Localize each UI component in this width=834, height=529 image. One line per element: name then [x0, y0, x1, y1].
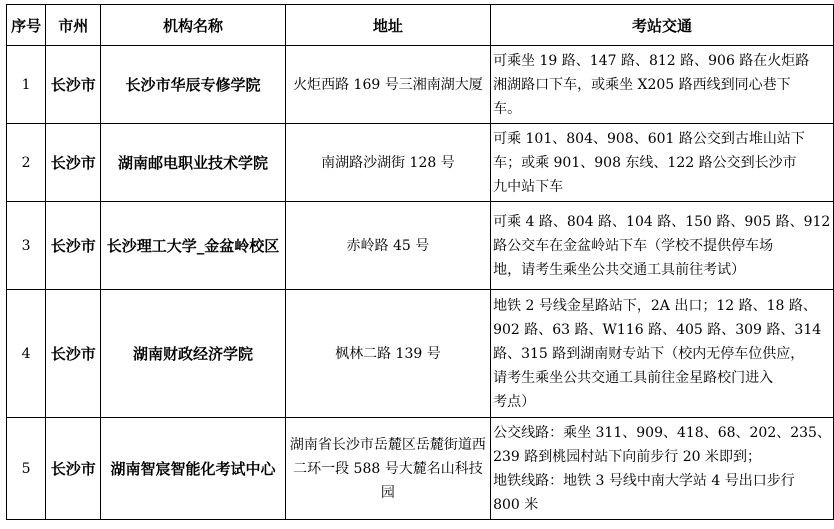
table-row — [7, 124, 834, 202]
transport-line: 地，请考生乘坐公共交通工具前往考试） — [493, 261, 746, 278]
transport-line: 路公交车在金盆岭站下车（学校不提供停车场 — [493, 237, 774, 254]
transport-line: 902 路、63 路、W116 路、405 路、309 路、314 — [493, 321, 822, 338]
transport-line: 800 米 — [493, 496, 539, 513]
city-cell: 长沙市 — [46, 124, 101, 202]
institution-cell: 长沙市华辰专修学院 — [101, 46, 285, 124]
transport-cell — [491, 290, 834, 418]
transport-cell — [491, 124, 834, 202]
seq-cell: 2 — [7, 124, 46, 202]
transport-line: 公交线路：乘坐 311、909、418、68、202、235、 — [493, 424, 831, 441]
transport-line: 九中站下车 — [493, 178, 564, 195]
transport-line: 请考生乘坐公共交通工具前往金星路校门进入 — [493, 369, 774, 386]
transport-line: 路、315 路到湖南财专站下（校内无停车位供应， — [493, 345, 805, 362]
header-row — [7, 5, 834, 46]
seq-cell: 4 — [7, 290, 46, 418]
header-institution: 机构名称 — [101, 5, 285, 46]
transport-line: 地铁 2 号线金星路站下，2A 出口；12 路、18 路、 — [493, 297, 817, 314]
transport-cell — [491, 202, 834, 290]
institution-cell: 长沙理工大学_金盆岭校区 — [101, 202, 285, 290]
address-cell: 湖南省长沙市岳麓区岳麓街道西二环一段 588 号大麓名山科技园 — [285, 418, 490, 520]
transport-line: 可乘 101、804、908、601 路公交到古堆山站下 — [493, 130, 805, 147]
seq-cell: 1 — [7, 46, 46, 124]
transport-line: 地铁线路：地铁 3 号线中南大学站 4 号出口步行 — [493, 472, 795, 489]
transport-line: 可乘 4 路、804 路、104 路、150 路、905 路、912 — [493, 213, 831, 230]
transport-line: 车；或乘 901、908 东线、122 路公交到长沙市 — [493, 154, 797, 171]
table-row — [7, 290, 834, 418]
city-cell: 长沙市 — [46, 46, 101, 124]
institution-cell: 湖南邮电职业技术学院 — [101, 124, 285, 202]
header-transport: 考站交通 — [491, 5, 834, 46]
transport-line: 车。 — [493, 100, 522, 117]
address-cell: 火炬西路 169 号三湘南湖大厦 — [285, 46, 490, 124]
seq-cell: 3 — [7, 202, 46, 290]
transport-cell — [491, 418, 834, 520]
city-cell: 长沙市 — [46, 202, 101, 290]
header-address: 地址 — [285, 5, 490, 46]
header-seq: 序号 — [7, 5, 46, 46]
header-city: 市州 — [46, 5, 101, 46]
address-cell: 赤岭路 45 号 — [285, 202, 490, 290]
seq-cell: 5 — [7, 418, 46, 520]
address-cell: 南湖路沙湖街 128 号 — [285, 124, 490, 202]
transport-line: 可乘坐 19 路、147 路、812 路、906 路在火炬路 — [493, 52, 810, 69]
address-cell: 枫林二路 139 号 — [285, 290, 490, 418]
transport-line: 239 路到桃园村站下向前步行 20 米即到； — [493, 448, 761, 465]
table-row — [7, 418, 834, 520]
city-cell: 长沙市 — [46, 418, 101, 520]
transport-line: 考点） — [493, 393, 536, 410]
transport-cell — [491, 46, 834, 124]
exam-sites-table — [6, 4, 834, 520]
table-row — [7, 202, 834, 290]
institution-cell: 湖南智宸智能化考试中心 — [101, 418, 285, 520]
transport-line: 湘湖路口下车，或乘坐 X205 路西线到同心巷下 — [493, 76, 791, 93]
institution-cell: 湖南财政经济学院 — [101, 290, 285, 418]
city-cell: 长沙市 — [46, 290, 101, 418]
table-row — [7, 46, 834, 124]
